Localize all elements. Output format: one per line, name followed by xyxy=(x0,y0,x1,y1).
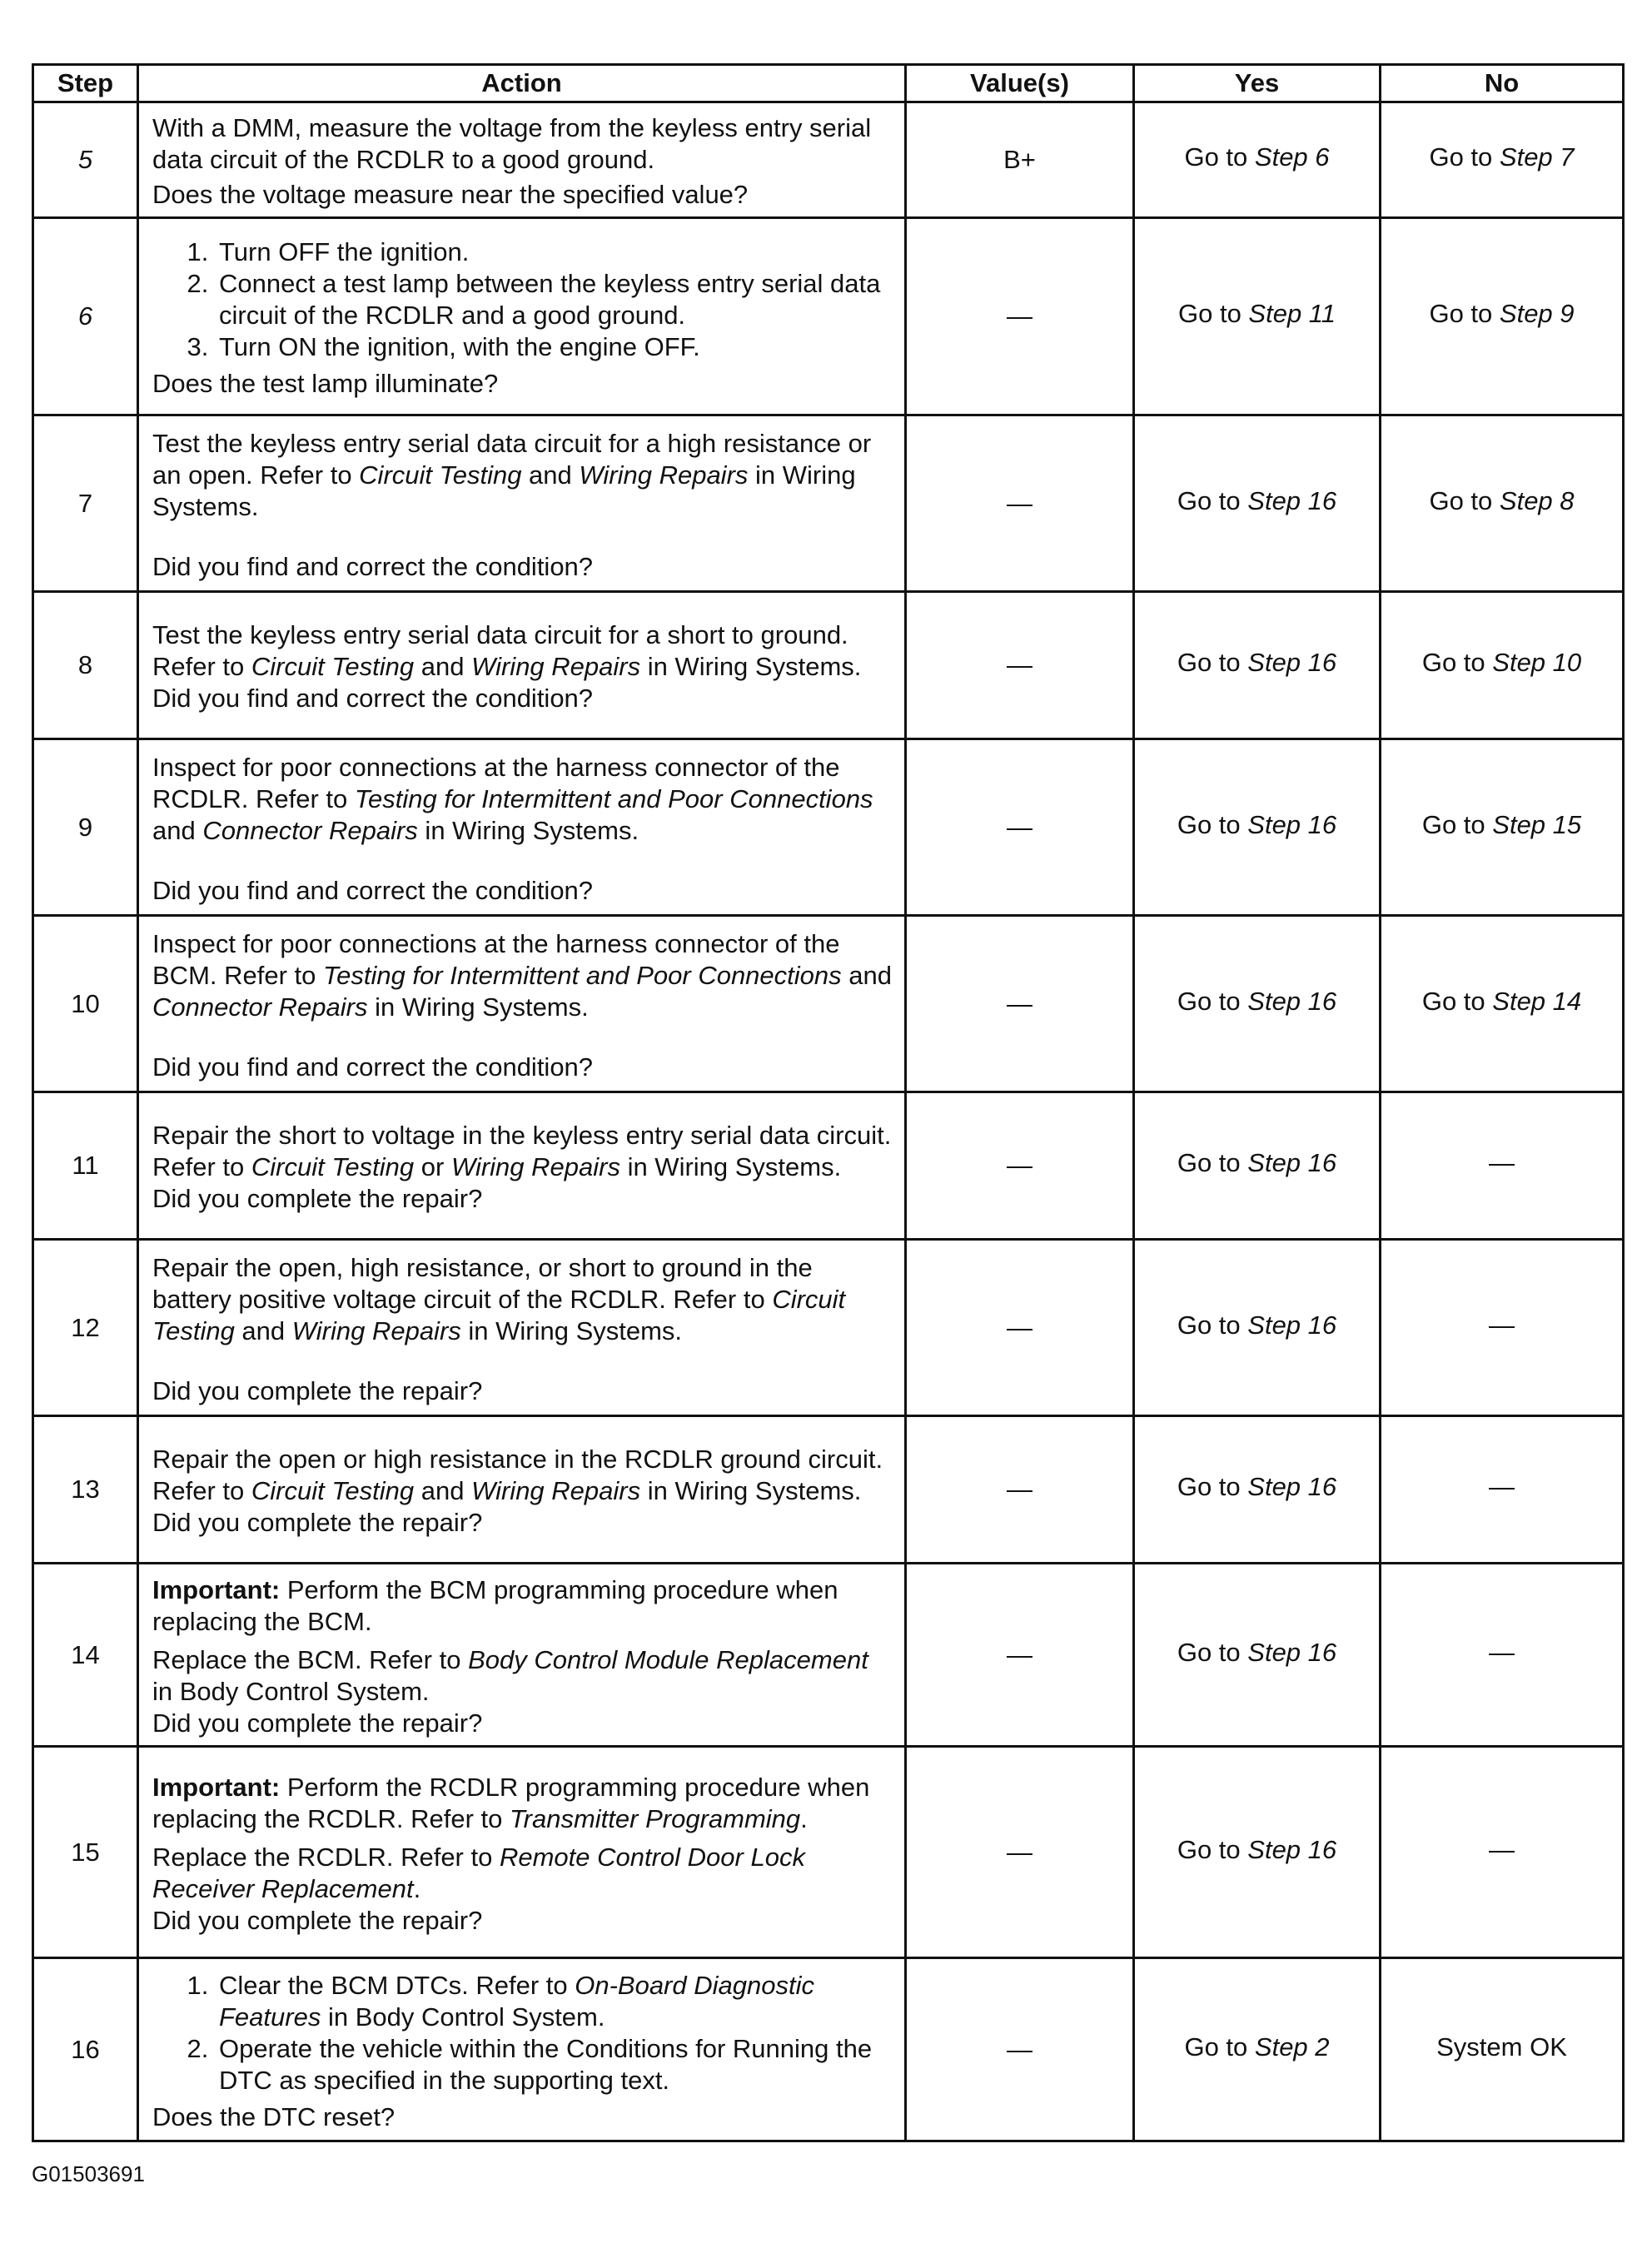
value-cell: B+ xyxy=(906,102,1134,218)
step-number: 12 xyxy=(33,1240,138,1416)
no-cell: Go to Step 15 xyxy=(1381,739,1624,916)
action-text: Repair the open, high resistance, or short to ground in the battery positive voltage circuit of the RCDLR. Refer to Circuit Testing and Wiring Repairs in Wiring Systems. xyxy=(152,1252,846,1345)
table-row xyxy=(33,916,1624,1092)
list-item: 2. Operate the vehicle within the Conditions for Running the DTC as specified in the supporting text. xyxy=(216,2033,893,2096)
table-row xyxy=(33,1564,1624,1747)
action-question: Did you complete the repair? xyxy=(152,1708,483,1738)
no-cell: — xyxy=(1381,1747,1624,1958)
value-cell: — xyxy=(906,1240,1134,1416)
header-values: Value(s) xyxy=(906,65,1134,102)
table-row xyxy=(33,1240,1624,1416)
action-question: Did you find and correct the condition? xyxy=(152,1052,594,1082)
value-cell: — xyxy=(906,1564,1134,1747)
action-cell xyxy=(138,1092,906,1240)
yes-cell: Go to Step 16 xyxy=(1134,1240,1381,1416)
step-number: 10 xyxy=(33,916,138,1092)
list-item: 1. Clear the BCM DTCs. Refer to On-Board Diagnostic Features in Body Control System. xyxy=(216,1970,893,2033)
no-cell: — xyxy=(1381,1240,1624,1416)
action-text: Inspect for poor connections at the harness connector of the BCM. Refer to Testing for Intermittent and Poor Connections and Connector Repairs in Wiring Systems. xyxy=(152,928,892,1022)
table-row xyxy=(33,592,1624,739)
action-question: Does the voltage measure near the specified value? xyxy=(152,180,749,209)
action-question: Does the test lamp illuminate? xyxy=(152,369,499,398)
action-text: Inspect for poor connections at the harness connector of the RCDLR. Refer to Testing for Intermittent and Poor Connections and Connector Repairs in Wiring Systems. xyxy=(152,752,873,845)
table-row xyxy=(33,1092,1624,1240)
action-question: Did you find and correct the condition? xyxy=(152,551,594,581)
no-cell: — xyxy=(1381,1416,1624,1564)
table-row xyxy=(33,1958,1624,2141)
action-question: Did you find and correct the condition? xyxy=(152,875,594,905)
action-text: Repair the short to voltage in the keyless entry serial data circuit. Refer to Circuit Testing or Wiring Repairs in Wiring Systems. xyxy=(152,1121,892,1181)
list-item: 1. Turn OFF the ignition. xyxy=(216,236,893,268)
yes-cell: Go to Step 16 xyxy=(1134,739,1381,916)
table-row xyxy=(33,102,1624,218)
yes-cell: Go to Step 11 xyxy=(1134,218,1381,415)
table-row xyxy=(33,218,1624,415)
step-number: 6 xyxy=(33,218,138,415)
action-text: Replace the RCDLR. Refer to Remote Control Door Lock Receiver Replacement. xyxy=(152,1842,805,1903)
action-text: Test the keyless entry serial data circuit for a short to ground. Refer to Circuit Testing and Wiring Repairs in Wiring Systems. xyxy=(152,620,862,681)
action-question: Did you complete the repair? xyxy=(152,1508,483,1537)
table-row xyxy=(33,415,1624,592)
no-cell: Go to Step 10 xyxy=(1381,592,1624,739)
yes-cell: Go to Step 16 xyxy=(1134,592,1381,739)
yes-cell: Go to Step 16 xyxy=(1134,1564,1381,1747)
diagnostic-table xyxy=(32,63,1625,2142)
action-cell xyxy=(138,1416,906,1564)
step-number: 5 xyxy=(33,102,138,218)
table-header-row xyxy=(33,65,1624,102)
action-cell xyxy=(138,916,906,1092)
no-cell: — xyxy=(1381,1564,1624,1747)
action-cell xyxy=(138,415,906,592)
action-cell xyxy=(138,592,906,739)
step-number: 13 xyxy=(33,1416,138,1564)
list-item: 2. Connect a test lamp between the keyless entry serial data circuit of the RCDLR and a good ground. xyxy=(216,268,893,331)
header-no: No xyxy=(1381,65,1624,102)
action-question: Did you complete the repair? xyxy=(152,1375,483,1405)
no-cell: — xyxy=(1381,1092,1624,1240)
no-cell: System OK xyxy=(1381,1958,1624,2141)
action-cell xyxy=(138,739,906,916)
list-item: 3. Turn ON the ignition, with the engine OFF. xyxy=(216,331,893,363)
step-number: 9 xyxy=(33,739,138,916)
figure-id: G01503691 xyxy=(32,2161,145,2186)
header-yes: Yes xyxy=(1134,65,1381,102)
value-cell: — xyxy=(906,218,1134,415)
important-note: Important: Perform the BCM programming procedure when replacing the BCM. xyxy=(152,1574,838,1636)
yes-cell: Go to Step 6 xyxy=(1134,102,1381,218)
header-step: Step xyxy=(33,65,138,102)
action-question: Did you complete the repair? xyxy=(152,1905,483,1935)
action-text: Test the keyless entry serial data circuit for a high resistance or an open. Refer to Circuit Testing and Wiring Repairs in Wiring Systems. xyxy=(152,428,872,521)
action-cell xyxy=(138,1564,906,1747)
action-cell xyxy=(138,102,906,218)
action-text: Repair the open or high resistance in the RCDLR ground circuit. Refer to Circuit Testing and Wiring Repairs in Wiring Systems. xyxy=(152,1445,883,1505)
value-cell: — xyxy=(906,592,1134,739)
step-number: 15 xyxy=(33,1747,138,1958)
step-number: 8 xyxy=(33,592,138,739)
important-note: Important: Perform the RCDLR programming procedure when replacing the RCDLR. Refer to Transmitter Programming. xyxy=(152,1772,870,1833)
value-cell: — xyxy=(906,1092,1134,1240)
step-number: 16 xyxy=(33,1958,138,2141)
action-question: Does the DTC reset? xyxy=(152,2101,396,2131)
value-cell: — xyxy=(906,739,1134,916)
value-cell: — xyxy=(906,415,1134,592)
yes-cell: Go to Step 2 xyxy=(1134,1958,1381,2141)
action-cell xyxy=(138,1958,906,2141)
table-row xyxy=(33,1747,1624,1958)
value-cell: — xyxy=(906,916,1134,1092)
no-cell: Go to Step 9 xyxy=(1381,218,1624,415)
no-cell: Go to Step 14 xyxy=(1381,916,1624,1092)
step-number: 14 xyxy=(33,1564,138,1747)
action-list xyxy=(152,236,893,363)
yes-cell: Go to Step 16 xyxy=(1134,1747,1381,1958)
action-text: Replace the BCM. Refer to Body Control Module Replacement in Body Control System. xyxy=(152,1644,868,1706)
no-cell: Go to Step 8 xyxy=(1381,415,1624,592)
step-number: 7 xyxy=(33,415,138,592)
value-cell: — xyxy=(906,1416,1134,1564)
action-question: Did you find and correct the condition? xyxy=(152,684,594,713)
action-question: Did you complete the repair? xyxy=(152,1184,483,1213)
action-cell xyxy=(138,1240,906,1416)
action-cell xyxy=(138,1747,906,1958)
yes-cell: Go to Step 16 xyxy=(1134,916,1381,1092)
no-cell: Go to Step 7 xyxy=(1381,102,1624,218)
table-row xyxy=(33,1416,1624,1564)
value-cell: — xyxy=(906,1747,1134,1958)
yes-cell: Go to Step 16 xyxy=(1134,1092,1381,1240)
action-cell xyxy=(138,218,906,415)
action-list xyxy=(152,1970,893,2096)
table-row xyxy=(33,739,1624,916)
value-cell: — xyxy=(906,1958,1134,2141)
header-action: Action xyxy=(138,65,906,102)
yes-cell: Go to Step 16 xyxy=(1134,1416,1381,1564)
step-number: 11 xyxy=(33,1092,138,1240)
action-text: With a DMM, measure the voltage from the keyless entry serial data circuit of the RCDLR to a good ground. xyxy=(152,113,872,174)
yes-cell: Go to Step 16 xyxy=(1134,415,1381,592)
